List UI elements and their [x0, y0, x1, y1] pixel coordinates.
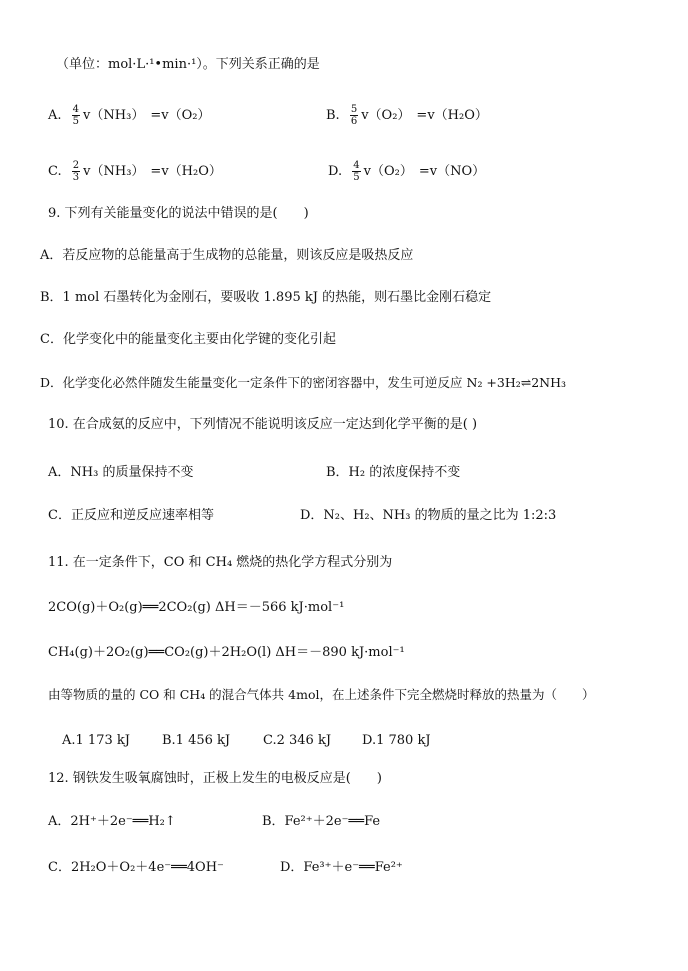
q12-option-d: D．Fe³⁺＋e⁻══Fe²⁺ [280, 860, 403, 875]
q11-question: 由等物质的量的 CO 和 CH₄ 的混合气体共 4mol，在上述条件下完全燃烧时释放的热量为（ ） [48, 687, 595, 702]
q8-option-d-label: D. [328, 164, 343, 179]
q8-option-d-denominator: 5 [353, 172, 360, 183]
q8-option-c-rhs: =v（H₂O） [150, 164, 222, 179]
q10-option-d: D．N₂、H₂、NH₃ 的物质的量之比为 1:2:3 [300, 508, 557, 523]
q8-option-b-label: B. [326, 108, 340, 123]
q8-option-c-denominator: 3 [72, 172, 80, 183]
q8-option-b-lhs: v（O₂） [361, 108, 411, 123]
q11-option-a: A.1 173 kJ [62, 733, 130, 748]
q9-option-c: C．化学变化中的能量变化主要由化学键的变化引起 [40, 332, 336, 347]
q9-stem: 9. 下列有关能量变化的说法中错误的是( ) [48, 206, 309, 221]
q8-option-c-label: C. [48, 164, 62, 179]
q12-stem: 12. 钢铁发生吸氧腐蚀时，正极上发生的电极反应是( ) [48, 771, 382, 786]
q8-option-c-lhs: v（NH₃） [83, 164, 145, 179]
q8-option-b-denominator: 6 [350, 116, 358, 127]
q8-option-a-rhs: =v（O₂） [150, 108, 211, 123]
q11-equation-2: CH₄(g)＋2O₂(g)══CO₂(g)＋2H₂O(l) ΔH＝－890 kJ·mol⁻¹ [48, 645, 405, 660]
q12-option-c: C．2H₂O＋O₂＋4e⁻══4OH⁻ [48, 860, 224, 875]
q11-stem: 11. 在一定条件下，CO 和 CH₄ 燃烧的热化学方程式分别为 [48, 555, 393, 570]
q12-option-b: B．Fe²⁺＋2e⁻══Fe [262, 814, 381, 829]
q10-option-a: A．NH₃ 的质量保持不变 [48, 465, 194, 480]
q8-option-b-rhs: =v（H₂O） [416, 108, 488, 123]
q11-option-d: D.1 780 kJ [362, 733, 431, 748]
q10-option-b: B．H₂ 的浓度保持不变 [326, 465, 461, 480]
q9-option-a: A．若反应物的总能量高于生成物的总能量，则该反应是吸热反应 [40, 248, 414, 263]
q11-option-b: B.1 456 kJ [162, 733, 231, 748]
q8-option-d-rhs: =v（NO） [418, 164, 486, 179]
q11-option-c: C.2 346 kJ [263, 733, 332, 748]
q9-option-b: B．1 mol 石墨转化为金刚石，要吸收 1.895 kJ 的热能，则石墨比金刚石稳定 [40, 290, 492, 305]
q9-option-d-equation: ₂ +3H₂⇌2NH₃ [477, 375, 567, 390]
q8-option-d-lhs: v（O₂） [363, 164, 413, 179]
q10-option-c: C．正反应和逆反应速率相等 [48, 508, 214, 523]
q10-stem: 10. 在合成氨的反应中，下列情况不能说明该反应一定达到化学平衡的是( ) [48, 417, 478, 432]
q8-option-b [326, 104, 488, 127]
q8-option-d [328, 160, 485, 183]
q8-option-b-numerator: 5 [350, 104, 358, 115]
q8-option-a-denominator: 5 [72, 116, 80, 127]
q8-option-b-fraction [350, 104, 358, 127]
q8-option-c [48, 160, 222, 183]
q8-unit-line: （单位：mol·L·¹•min·¹）。下列关系正确的是 [56, 57, 320, 72]
q8-option-a [48, 104, 210, 127]
q8-option-a-numerator: 4 [72, 104, 80, 115]
q8-option-d-numerator: 4 [353, 160, 360, 171]
q8-option-a-label: A. [48, 108, 62, 123]
q9-option-d [40, 374, 566, 392]
q9-option-d-text: D．化学变化必然伴随发生能量变化一定条件下的密闭容器中，发生可逆反应 N [40, 375, 478, 390]
q8-option-a-fraction [72, 104, 80, 127]
q8-option-c-numerator: 2 [72, 160, 80, 171]
q12-option-a: A．2H⁺＋2e⁻══H₂↑ [48, 814, 176, 829]
q8-option-c-fraction [72, 160, 80, 183]
q11-equation-1: 2CO(g)＋O₂(g)══2CO₂(g) ΔH＝－566 kJ·mol⁻¹ [48, 600, 345, 615]
q8-option-a-lhs: v（NH₃） [83, 108, 145, 123]
q8-option-d-fraction [352, 160, 360, 183]
